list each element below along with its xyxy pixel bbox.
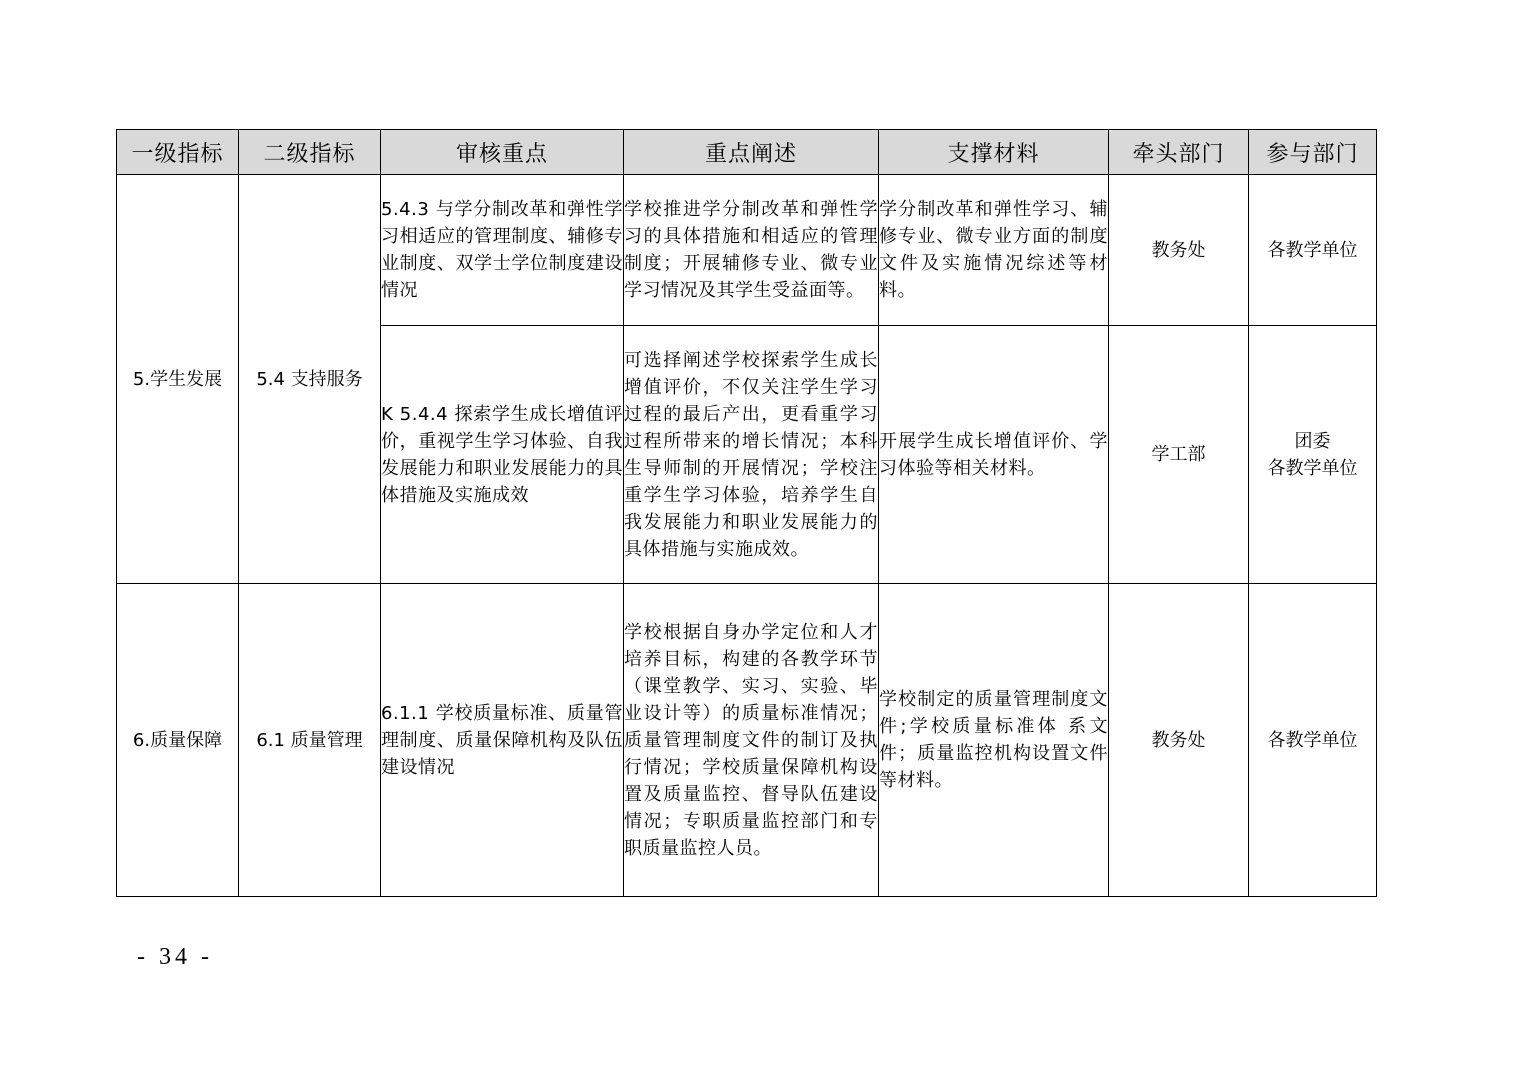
header-review-focus: 审核重点 <box>381 130 624 175</box>
level1-cell <box>117 584 239 897</box>
level1-text: 6.质量保障 <box>132 729 223 751</box>
lead-text: 学工部 <box>1151 444 1206 465</box>
level1-text: 5.学生发展 <box>132 368 223 390</box>
header-lead-department: 牵头部门 <box>1109 130 1249 175</box>
materials-text: 学校制定的质量管理制度文件;学校质量标准体 系文件；质量监控机构设置文件等材料。 <box>879 689 1108 791</box>
elaboration-text: 学校根据自身办学定位和人才培养目标，构建的各教学环节（课堂教学、实习、实验、毕业设计等）的质量标准情况；质量管理制度文件的制订及执行情况；学校质量保障机构设置及质量监控、督导队伍建设情况；专职质量监控部门和专职质量监控人员。 <box>624 621 878 859</box>
materials-text: 学分制改革和弹性学习、辅修专业、微专业方面的制度文件及实施情况综述等材料。 <box>879 199 1108 301</box>
level2-cell <box>239 175 381 584</box>
lead-text: 教务处 <box>1151 239 1206 261</box>
focus-text: 5.4.3 与学分制改革和弹性学习相适应的管理制度、辅修专业制度、双学士学位制度建设情况 <box>381 199 623 301</box>
materials-cell <box>879 175 1109 326</box>
focus-cell <box>381 175 624 326</box>
participants-text: 各教学单位 <box>1267 729 1358 751</box>
table-row <box>117 584 1377 897</box>
header-supporting-materials: 支撑材料 <box>879 130 1109 175</box>
header-level2-indicator: 二级指标 <box>239 130 381 175</box>
materials-cell <box>879 584 1109 897</box>
participants-cell <box>1249 326 1377 584</box>
participants-text: 团委 各教学单位 <box>1267 430 1358 479</box>
header-focus-elaboration: 重点阐述 <box>624 130 879 175</box>
level1-cell <box>117 175 239 584</box>
level2-text: 5.4 支持服务 <box>256 368 363 390</box>
table-header-row <box>117 130 1377 175</box>
elaboration-cell <box>624 584 879 897</box>
focus-cell <box>381 326 624 584</box>
lead-cell <box>1109 326 1249 584</box>
elaboration-cell <box>624 326 879 584</box>
elaboration-cell <box>624 175 879 326</box>
focus-text: 6.1.1 学校质量标准、质量管理制度、质量保障机构及队伍建设情况 <box>381 702 623 778</box>
lead-cell <box>1109 175 1249 326</box>
criteria-table <box>116 129 1377 897</box>
lead-text: 教务处 <box>1151 729 1206 751</box>
table-row <box>117 175 1377 326</box>
lead-cell <box>1109 584 1249 897</box>
focus-cell <box>381 584 624 897</box>
level2-cell <box>239 584 381 897</box>
elaboration-text: 学校推进学分制改革和弹性学习的具体措施和相适应的管理制度；开展辅修专业、微专业学习情况及其学生受益面等。 <box>624 199 878 301</box>
page-number: - 34 - <box>137 944 213 970</box>
participants-cell <box>1249 584 1377 897</box>
participants-cell <box>1249 175 1377 326</box>
materials-text: 开展学生成长增值评价、学习体验等相关材料。 <box>879 430 1108 479</box>
level2-text: 6.1 质量管理 <box>256 729 363 751</box>
header-level1-indicator: 一级指标 <box>117 130 239 175</box>
elaboration-text: 可选择阐述学校探索学生成长增值评价，不仅关注学生学习过程的最后产出，更看重学习过程所带来的增长情况；本科生导师制的开展情况；学校注重学生学习体验，培养学生自我发展能力和职业发展能力的具体措施与实施成效。 <box>624 349 878 560</box>
focus-text: K 5.4.4 探索学生成长增值评价，重视学生学习体验、自我发展能力和职业发展能力的具体措施及实施成效 <box>381 403 623 506</box>
header-participating-departments: 参与部门 <box>1249 130 1377 175</box>
participants-text: 各教学单位 <box>1267 239 1358 261</box>
materials-cell <box>879 326 1109 584</box>
